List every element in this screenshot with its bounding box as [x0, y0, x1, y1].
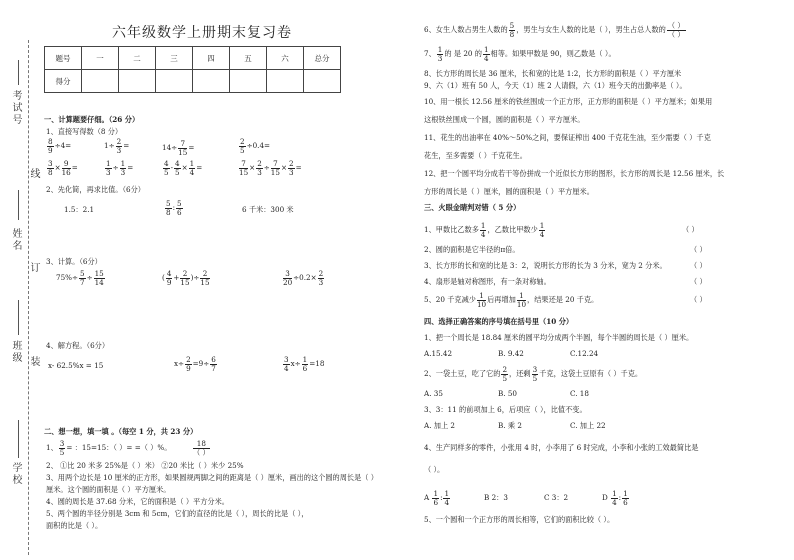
page-title: 六年级数学上册期末复习卷	[112, 25, 292, 41]
cut-mark-bind: 订	[28, 262, 39, 274]
s1-calc-4: $\frac{2}{5}$ ÷0.4=	[240, 137, 271, 155]
s1-q3-title: 3、计算。（6分）	[46, 257, 102, 266]
s1-q4-title: 4、解方程。（6分）	[46, 341, 110, 350]
r-q10b: 这根铁丝围成一个圆，圆的面积是（ ）平方厘米。	[424, 115, 585, 124]
s1-ratio-1: 1.5：2.1	[64, 205, 95, 214]
s4-q5: 5、一个圆和一个正方形的周长相等，它们的面积比较（ ）。	[424, 515, 615, 524]
s2-q3b: 厘米。这个圆的面积是（ ）平方厘米。	[46, 485, 171, 494]
section2-header: 二、想一想，填一填 。（每空 1 分，共 23 分）	[44, 427, 198, 436]
name-label: 姓名	[10, 228, 21, 252]
right-column	[418, 0, 790, 560]
s1-equation-2: x÷ $\frac{2}{9}$ =9÷ $\frac{6}{7}$	[174, 355, 216, 373]
s3-q3-paren[interactable]: （ ）	[690, 261, 707, 270]
s2-q1-fraction: $\frac{18}{( )}$	[193, 439, 210, 457]
r-q10: 10、用一根长 12.56 厘米的铁丝围成一个正方形，正方形的面积是（ ）平方厘米；如果用	[424, 97, 713, 106]
score-cell: 得分	[45, 70, 82, 93]
r-q11b: 花生，至多需要（ ）千克花生。	[424, 151, 527, 160]
s4-q2-opt-c[interactable]: C. 18	[570, 389, 589, 398]
score-input-cell[interactable]	[193, 70, 230, 93]
r-q8: 8、长方形的周长是 36 厘米，长和宽的比是 1:2，长方形的面积是（ ）平方厘米	[424, 69, 682, 78]
score-cell: 二	[119, 47, 156, 70]
cut-mark-line: 线	[28, 168, 39, 180]
score-header-row	[45, 47, 341, 70]
exam-number-blank[interactable]	[18, 60, 19, 85]
s4-q2-opt-a[interactable]: A. 35	[424, 389, 443, 398]
s4-q3: 3、3：11 的前项加上 6，后项应（ ），比值不变。	[424, 405, 587, 414]
s4-q4b: （ ）。	[424, 465, 445, 474]
school-label: 学校	[10, 462, 21, 486]
s1-calc-7: $\frac{4}{5}$ - $\frac{4}{5}$ × $\frac{1}{4}$ =	[164, 159, 203, 177]
s4-q1-opt-a[interactable]: A.15.42	[424, 349, 453, 358]
s1-compute-3: $\frac{3}{20}$ ÷0.2× $\frac{2}{3}$	[283, 269, 324, 287]
score-cell: 三	[156, 47, 193, 70]
s2-q3: 3、用两个边长是 10 厘米的正方形，如果圆规两脚之间的距离是（ ）厘米，画出的这个圆的周长是（ ）	[46, 473, 378, 482]
score-input-cell[interactable]	[267, 70, 304, 93]
score-cell: 一	[82, 47, 119, 70]
s1-calc-2: 1÷ $\frac{2}{3}$ =	[104, 137, 130, 155]
s1-calc-8: $\frac{7}{15}$ × $\frac{2}{3}$ ÷ $\frac{7}{15}$ × $\frac{2}{3}$ =	[239, 159, 302, 177]
r-q9: 9、六（1）班有 50 人，今天（1）班 2 人请假，六（1）班今天的出勤率是（ ）。	[424, 81, 687, 90]
s2-q5: 5、两个圆的半径分别是 3cm 和 5cm，它们的直径的比是（ ），周长的比是（ ），	[46, 509, 309, 518]
cut-mark-pack: 装	[28, 356, 39, 368]
s1-q2-title: 2、先化简，再求比值。（6分）	[46, 185, 145, 194]
s1-equation-3: $\frac{3}{4}$ x÷ $\frac{1}{6}$ =18	[284, 355, 325, 373]
s1-equation-1: x- 62.5%x = 15	[48, 361, 104, 370]
s2-q2: 2、 ①比 20 米多 25%是（ ）米） ②20 米比（ ）米少 25%	[46, 461, 244, 470]
r-q11: 11、花生的出油率在 40%～50%之间，要保证榨出 400 千克花生油，至少需要（ ）千克	[424, 133, 711, 142]
s2-q5b: 面积的比是（ ）。	[46, 521, 103, 530]
score-input-cell[interactable]	[230, 70, 267, 93]
class-label: 班级	[10, 340, 21, 364]
r-q12: 12、把一个圆平均分成若干等份拼成一个近似长方形的图形，长方形的周长是 12.56 厘米，长	[424, 169, 725, 178]
s4-q1: 1、把一个周长是 18.84 厘米的圆平均分成两个半圆，每个半圆的周长是（ ）厘米。	[424, 333, 694, 342]
s4-q3-opt-c[interactable]: C. 加上 22	[570, 421, 606, 430]
s2-q4: 4、圆的周长是 37.68 分米，它的面积是（ ）平方分米。	[46, 497, 229, 506]
s1-compute-2: ( $\frac{4}{9}$ + $\frac{2}{15}$ )÷ $\frac{2}{15}$	[162, 269, 210, 287]
score-cell: 六	[267, 47, 304, 70]
score-input-cell[interactable]	[119, 70, 156, 93]
name-blank[interactable]	[18, 190, 19, 220]
s1-q1-title: 1、直接写得数（8 分）	[46, 127, 123, 136]
r-q7: 7、 $\frac{1}{3}$ 的 是 20 的 $\frac{1}{4}$ 相等。如果甲数是 90，则乙数是（ ）。	[424, 45, 616, 63]
s3-q1: 1、甲数比乙数多 $\frac{1}{4}$ ，乙数比甲数少 $\frac{1}{4}$	[424, 221, 545, 239]
s3-q4-paren[interactable]: （ ）	[690, 277, 707, 286]
score-cell: 四	[193, 47, 230, 70]
s4-q2-opt-b[interactable]: B. 50	[498, 389, 517, 398]
s1-ratio-3: 6 千米：300 米	[242, 205, 294, 214]
s4-q3-opt-b[interactable]: B. 乘 2	[498, 421, 522, 430]
s4-q3-opt-a[interactable]: A. 加上 2	[424, 421, 455, 430]
exam-number-label: 考试号	[10, 90, 21, 126]
s3-q5-paren[interactable]: （ ）	[690, 295, 707, 304]
score-input-cell[interactable]	[304, 70, 341, 93]
s3-q4: 4、扇形是轴对称图形，有一条对称轴。	[424, 277, 551, 286]
s3-q2-paren[interactable]: （ ）	[690, 245, 707, 254]
score-cell: 题号	[45, 47, 82, 70]
r-q6: 6、女生人数占男生人数的 $\frac{5}{8}$ ，男生与女生人数的比是（ ），男生占总人数的 $\frac{( )}{( )}$	[424, 21, 685, 39]
s4-q1-opt-b[interactable]: B. 9.42	[498, 349, 524, 358]
section3-header: 三、火眼金睛判对错（ 5 分）	[424, 203, 521, 212]
s1-calc-5: $\frac{3}{8}$ × $\frac{9}{16}$ =	[48, 159, 78, 177]
s4-q1-opt-c[interactable]: C.12.24	[570, 349, 599, 358]
s4-q4-opt-d[interactable]: D $\frac{1}{4}$ : $\frac{1}{6}$	[602, 489, 628, 507]
s2-q1-text: ：15=15：（ ）= =（ ）%。	[74, 443, 172, 453]
s1-calc-3: 14÷ $\frac{7}{15}$ =	[162, 139, 195, 157]
section4-header: 四、选择正确答案的序号填在括号里（10 分）	[424, 317, 574, 326]
s2-q1: 1、 $\frac{3}{5}$ = ：15=15：（ ）= =（ ）%。	[46, 439, 172, 457]
score-table	[44, 46, 341, 93]
s3-q1-paren[interactable]: （ ）	[682, 225, 699, 234]
score-cell: 总分	[304, 47, 341, 70]
s1-calc-1: $\frac{8}{9}$ ÷4=	[48, 137, 72, 155]
s1-calc-6: $\frac{1}{3}$ ÷ $\frac{1}{3}$ =	[106, 159, 134, 177]
s1-compute-1: 75%÷ $\frac{5}{7}$ ÷ $\frac{15}{14}$	[56, 269, 104, 287]
score-cell: 五	[230, 47, 267, 70]
s1-ratio-2: $\frac{5}{8}$ : $\frac{5}{6}$	[166, 199, 182, 217]
s4-q2: 2、一袋土豆，吃了它的 $\frac{2}{5}$ ，还剩 $\frac{3}{5}$ 千克，这袋土豆原有（ ）千克。	[424, 365, 643, 383]
score-input-cell[interactable]	[156, 70, 193, 93]
s4-q4-opt-b[interactable]: B 2：3	[484, 493, 508, 502]
section1-header: 一、计算题要仔细。（26 分）	[44, 115, 140, 124]
binding-cut-line	[28, 40, 29, 555]
s3-q5: 5、20 千克减少 $\frac{1}{10}$ 后再增加 $\frac{1}{10}$ ，结果还是 20 千克。	[424, 291, 599, 309]
score-input-cell[interactable]	[82, 70, 119, 93]
s3-q3: 3、长方形的长和宽的比是 3：2，说明长方形的长为 3 分米，宽为 2 分米。	[424, 261, 667, 270]
s3-q2: 2、圆的面积是它半径的π倍。	[424, 245, 520, 254]
s4-q4-opt-c[interactable]: C 3：2	[544, 493, 569, 502]
score-value-row	[45, 70, 341, 93]
school-blank[interactable]	[18, 420, 19, 458]
left-column	[42, 0, 386, 560]
class-blank[interactable]	[18, 300, 19, 335]
s4-q4: 4、生产同样多的零件，小张用 4 时，小李用了 6 时完成，小李和小张的工效最简比是	[424, 443, 699, 452]
r-q12b: 方形的周长是（ ）厘米，圆的面积是（ ）平方厘米。	[424, 187, 594, 196]
binding-margin	[0, 0, 40, 560]
s4-q4-opt-a[interactable]: A $\frac{1}{6}$ : $\frac{1}{4}$	[424, 489, 450, 507]
